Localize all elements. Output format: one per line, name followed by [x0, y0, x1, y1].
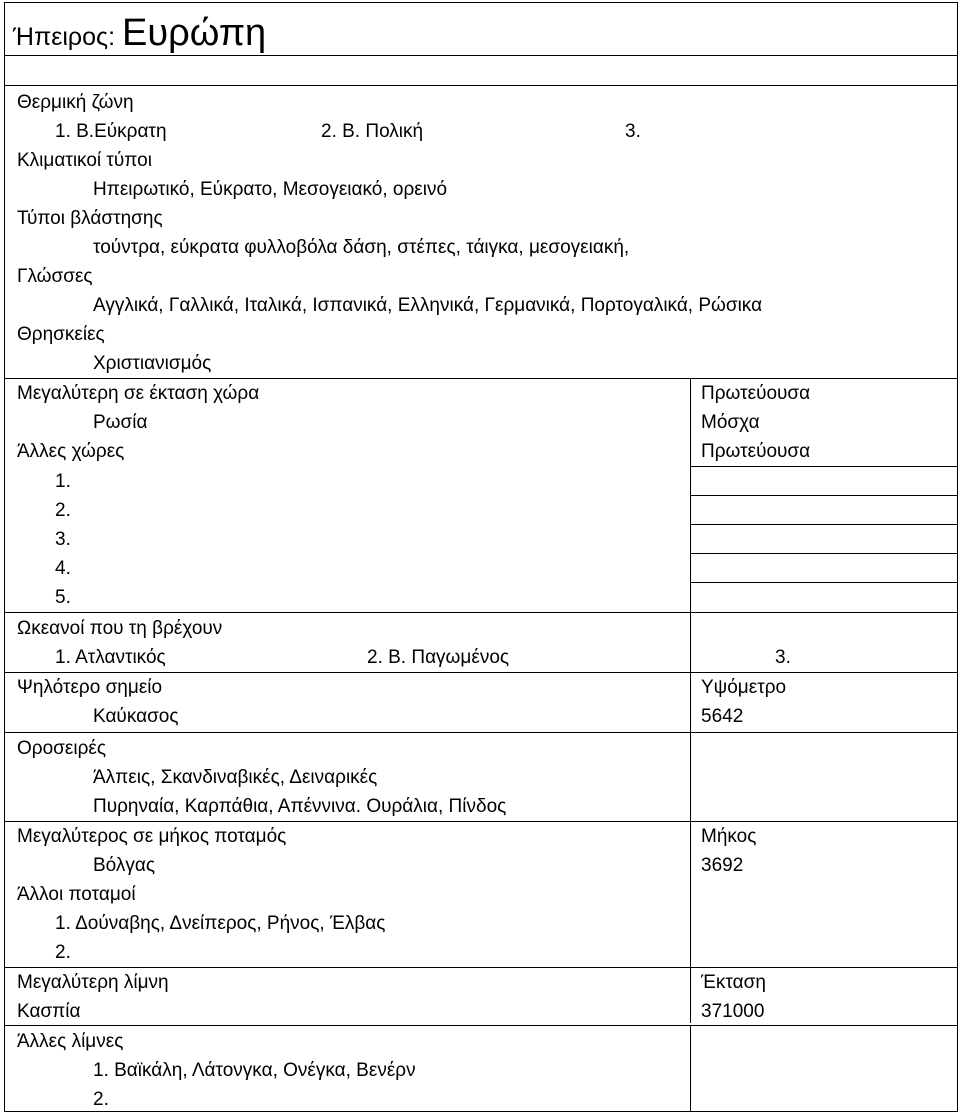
vegetation-label: Τύποι βλάστησης	[17, 208, 163, 229]
climate-zone-item: 2. Β. Πολική	[321, 121, 424, 142]
mountain-ranges-line: Άλπεις, Σκανδιναβικές, Δειναρικές	[93, 767, 378, 788]
other-country-item: 3.	[55, 529, 71, 550]
longest-river-name: Βόλγας	[93, 855, 156, 876]
other-lakes-label: Άλλες λίμνες	[17, 1031, 124, 1052]
other-lake-item: 2.	[93, 1089, 109, 1110]
divider	[5, 55, 957, 56]
altitude-header: Υψόμετρο	[701, 677, 787, 698]
other-river-item: 2.	[55, 942, 71, 963]
highest-point-label: Ψηλότερο σημείο	[17, 677, 163, 698]
climate-zone-item: 1. Β.Εύκρατη	[55, 121, 167, 142]
largest-country-label: Μεγαλύτερη σε έκταση χώρα	[17, 383, 260, 404]
climate-types-value: Ηπειρωτικό, Εύκρατο, Μεσογειακό, ορεινό	[93, 179, 448, 200]
divider	[5, 1025, 957, 1026]
ocean-item: 3.	[775, 647, 791, 668]
largest-lake-area: 371000	[701, 1001, 765, 1022]
divider	[690, 553, 957, 554]
length-header: Μήκος	[701, 826, 757, 847]
languages-value: Αγγλικά, Γαλλικά, Ιταλικά, Ισπανικά, Ελληνικά, Γερμανικά, Πορτογαλικά, Ρώσικα	[93, 295, 763, 316]
capital-header: Πρωτεύουσα	[701, 383, 811, 404]
other-river-item: 1. Δούναβης, Δνείπερος, Ρήνος, Έλβας	[55, 913, 386, 934]
languages-label: Γλώσσες	[17, 266, 93, 287]
longest-river-label: Μεγαλύτερος σε μήκος ποταμός	[17, 826, 287, 847]
divider	[5, 85, 957, 86]
other-country-item: 2.	[55, 500, 71, 521]
largest-country-name: Ρωσία	[93, 412, 148, 433]
climate-types-label: Κλιματικοί τύποι	[17, 150, 152, 171]
other-countries-label: Άλλες χώρες	[17, 441, 125, 462]
other-country-item: 5.	[55, 587, 71, 608]
mountain-ranges-label: Οροσειρές	[17, 738, 107, 759]
divider	[690, 495, 957, 496]
area-header: Έκταση	[701, 972, 766, 993]
other-country-item: 1.	[55, 471, 71, 492]
largest-lake-name: Κασπία	[17, 1001, 81, 1022]
divider	[5, 612, 957, 613]
column-divider	[690, 1025, 691, 1111]
largest-country-capital: Μόσχα	[701, 412, 760, 433]
geography-worksheet	[4, 2, 958, 1112]
ocean-item: 1. Ατλαντικός	[55, 647, 166, 668]
other-rivers-label: Άλλοι ποταμοί	[17, 884, 136, 905]
divider	[5, 732, 957, 733]
religions-value: Χριστιανισμός	[93, 353, 212, 374]
climate-zone-label: Θερμική ζώνη	[17, 92, 134, 113]
largest-lake-label: Μεγαλύτερη λίμνη	[17, 972, 169, 993]
column-divider	[690, 378, 691, 1023]
divider	[690, 466, 957, 467]
divider	[690, 582, 957, 583]
title-continent: Ευρώπη	[121, 12, 267, 54]
oceans-label: Ωκεανοί που τη βρέχουν	[17, 618, 223, 639]
title-prefix: Ήπειρος:	[13, 23, 122, 51]
other-countries-capital-header: Πρωτεύουσα	[701, 441, 811, 462]
highest-point-name: Καύκασος	[93, 706, 179, 727]
climate-zone-item: 3.	[625, 121, 641, 142]
other-lake-item: 1. Βαϊκάλη, Λάτονγκα, Ονέγκα, Βενέρν	[93, 1060, 416, 1081]
vegetation-value: τούντρα, εύκρατα φυλλοβόλα δάση, στέπες, τάιγκα, μεσογειακή,	[93, 237, 630, 258]
divider	[690, 524, 957, 525]
ocean-item: 2. Β. Παγωμένος	[367, 647, 510, 668]
highest-point-altitude: 5642	[701, 706, 744, 727]
mountain-ranges-line: Πυρηναία, Καρπάθια, Απέννινα. Ουράλια, Πίνδος	[93, 796, 507, 817]
religions-label: Θρησκείες	[17, 324, 105, 345]
longest-river-length: 3692	[701, 855, 744, 876]
other-country-item: 4.	[55, 558, 71, 579]
